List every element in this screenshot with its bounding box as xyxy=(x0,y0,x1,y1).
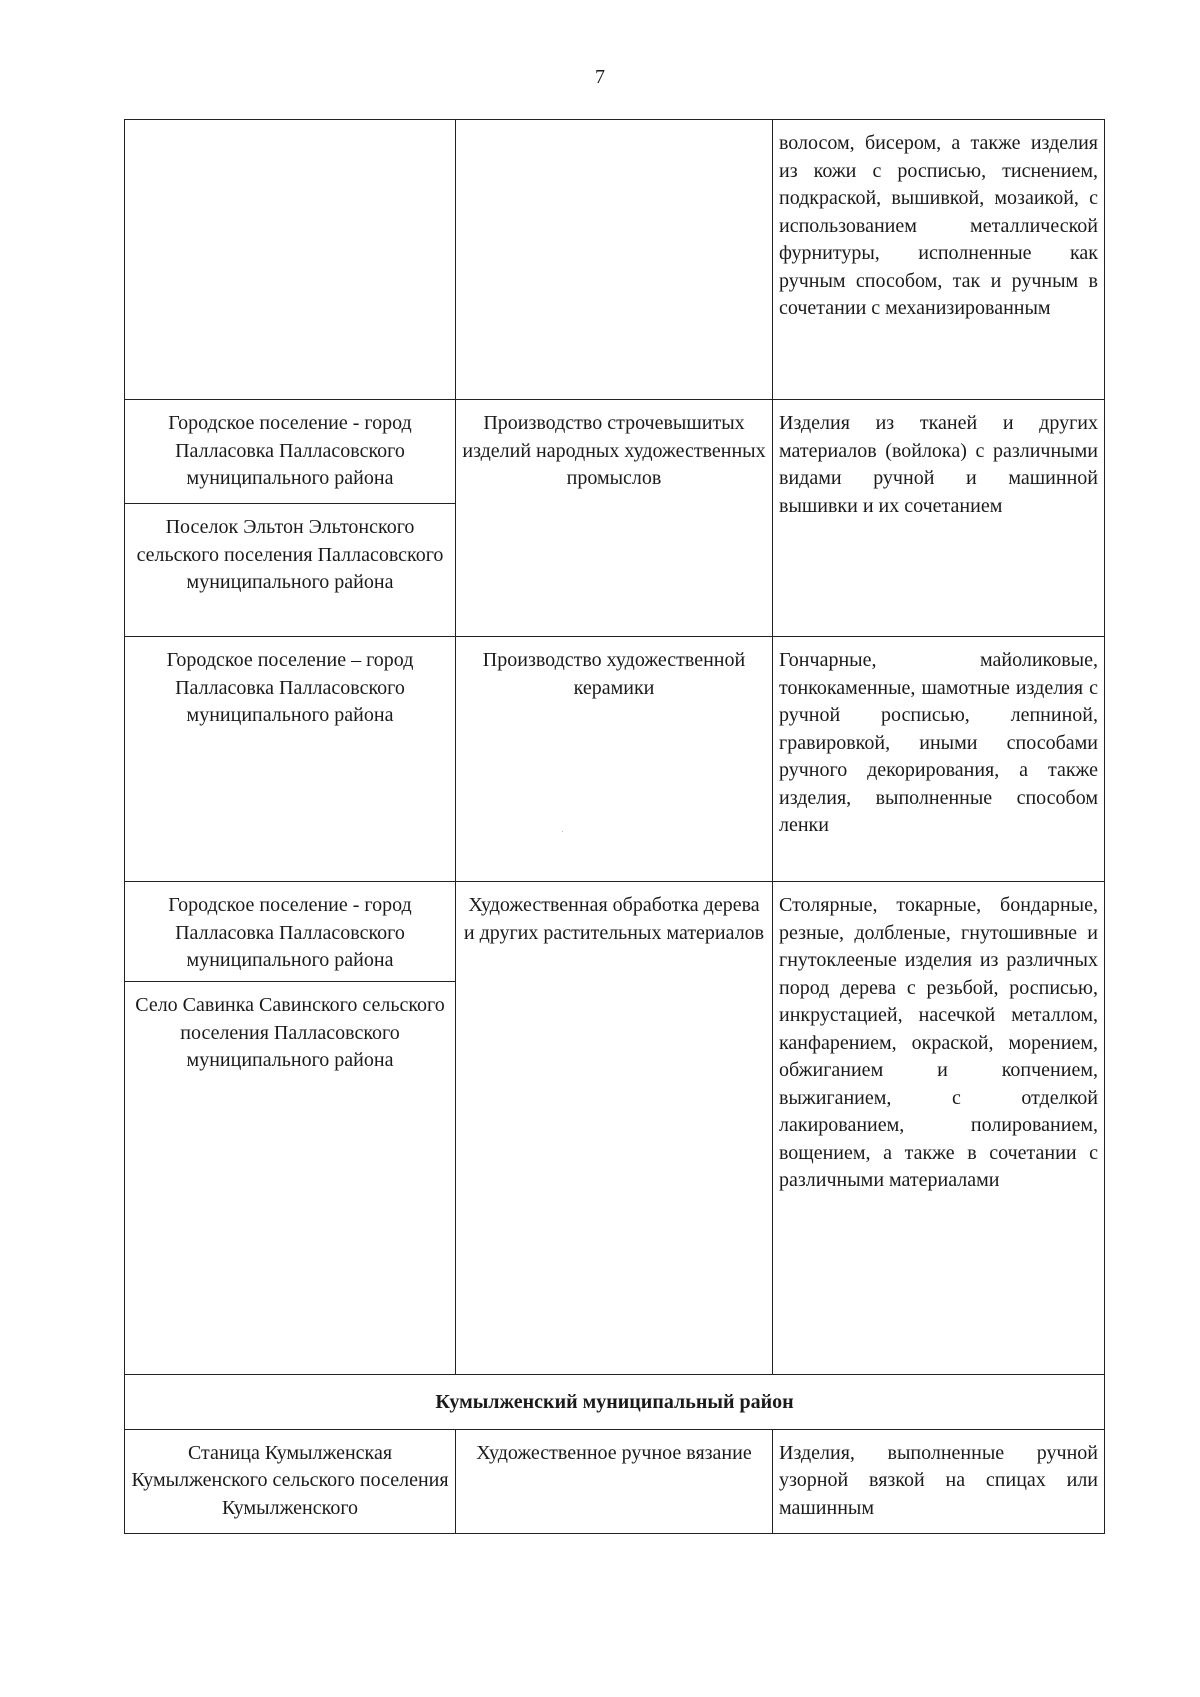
place-cell: Городское поселение - город Палласовка Палласовского муниципального района xyxy=(125,400,456,504)
place-cell: Поселок Эльтон Эльтонского сельского поселения Палласовского муниципального района xyxy=(125,504,456,637)
table-row xyxy=(125,1429,1105,1533)
place-cell: Станица Кумылженская Кумылженского сельского поселения Кумылженского xyxy=(125,1429,456,1533)
craft-cell: Производство строчевышитых изделий народных художественных промыслов xyxy=(456,400,773,637)
crafts-table xyxy=(124,119,1105,1534)
section-heading-row xyxy=(125,1375,1105,1430)
page-number: 7 xyxy=(595,66,605,88)
craft-cell: Художественное ручное вязание xyxy=(456,1429,773,1533)
description-cell: Изделия, выполненные ручной узорной вязкой на спицах или машинным xyxy=(773,1429,1105,1533)
table-row xyxy=(125,882,1105,982)
craft-cell: Художественная обработка дерева и других растительных материалов xyxy=(456,882,773,1375)
table-row xyxy=(125,400,1105,504)
table-row xyxy=(125,120,1105,400)
place-cell: Городское поселение - город Палласовка Палласовского муниципального района xyxy=(125,882,456,982)
craft-cell xyxy=(456,120,773,400)
craft-cell: Производство художественной керамики xyxy=(456,637,773,882)
section-heading: Кумылженский муниципальный район xyxy=(125,1375,1105,1430)
description-cell: Гончарные, майоликовые, тонкокаменные, шамотные изделия с ручной росписью, лепниной, гравировкой, иными способами ручного декорирования, а также изделия, выполненные способом ленки xyxy=(773,637,1105,882)
description-cell: Изделия из тканей и других материалов (войлока) с различными видами ручной и машинной вышивки и их сочетанием xyxy=(773,400,1105,637)
description-cell: волосом, бисером, а также изделия из кожи с росписью, тиснением, подкраской, вышивкой, мозаикой, с использованием металлической фурнитуры, исполненные как ручным способом, так и ручным в сочетании с механизированным xyxy=(773,120,1105,400)
description-cell: Столярные, токарные, бондарные, резные, долбленые, гнутошивные и гнутоклееные изделия из различных пород дерева с резьбой, росписью, инкрустацией, насечкой металлом, канфарением, окраской, морением, обжиганием и копчением, выжиганием, с отделкой лакированием, полированием, вощением, а также в сочетании с различными материалами xyxy=(773,882,1105,1375)
place-cell xyxy=(125,120,456,400)
place-cell: Городское поселение – город Палласовка Палласовского муниципального района xyxy=(125,637,456,882)
table-row xyxy=(125,637,1105,882)
place-cell: Село Савинка Савинского сельского поселения Палласовского муниципального района xyxy=(125,982,456,1375)
scan-speck xyxy=(562,831,563,832)
